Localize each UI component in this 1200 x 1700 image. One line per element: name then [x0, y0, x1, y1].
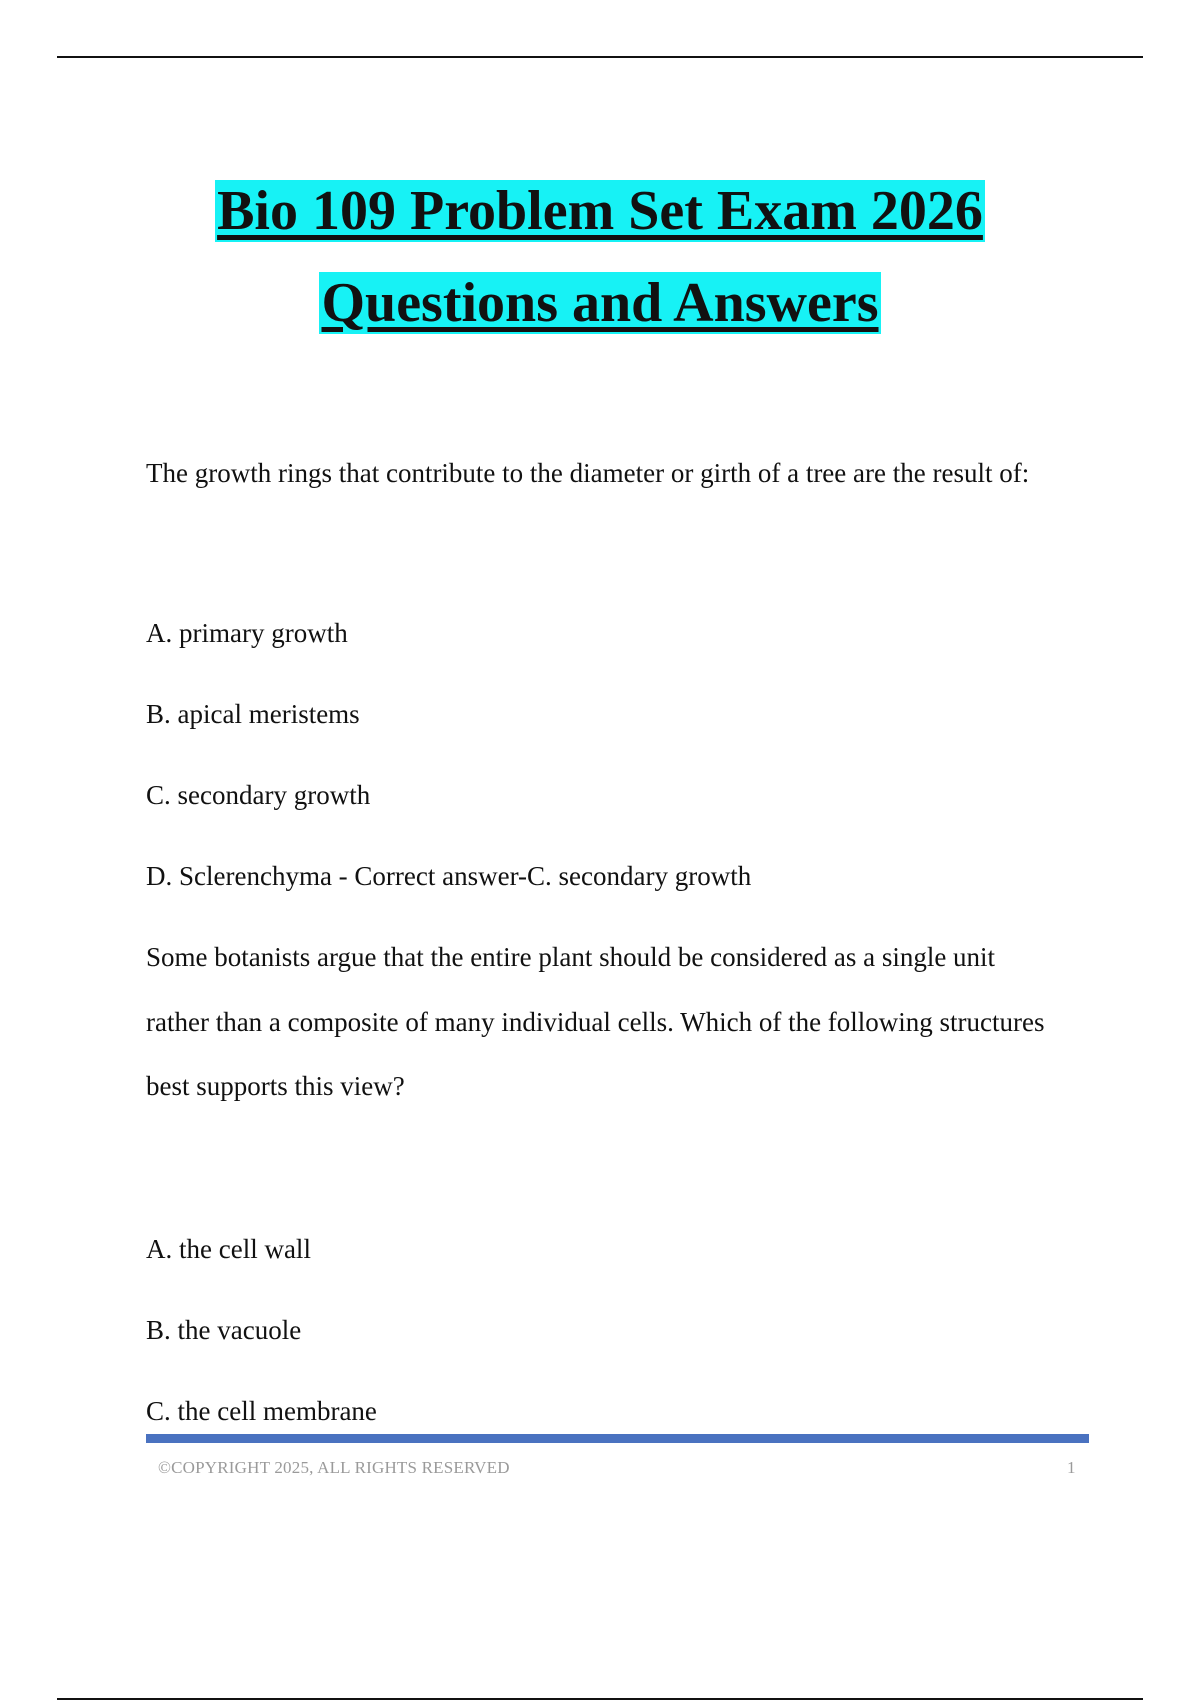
question-1-option-d-with-answer: D. Sclerenchyma - Correct answer-C. secondary growth	[146, 861, 752, 891]
question-2-option-c: C. the cell membrane	[146, 1396, 377, 1426]
footer-page-number: 1	[1067, 1458, 1076, 1477]
title-text-1: Bio 109 Problem Set Exam 2026	[217, 180, 983, 242]
question-1-prompt: The growth rings that contribute to the diameter or girth of a tree are the result of:	[146, 458, 1030, 488]
title-text-2: Questions and Answers	[321, 272, 879, 334]
question-2-prompt-line-3: best supports this view?	[146, 1071, 405, 1101]
question-1-option-b: B. apical meristems	[146, 699, 360, 729]
top-rule	[57, 56, 1143, 58]
footer-copyright: ©COPYRIGHT 2025, ALL RIGHTS RESERVED	[158, 1458, 510, 1477]
footer-bar	[146, 1434, 1089, 1443]
question-1-option-a: A. primary growth	[146, 618, 348, 648]
question-2-prompt-line-2: rather than a composite of many individual cells. Which of the following structures	[146, 1007, 1045, 1037]
question-2-option-b: B. the vacuole	[146, 1315, 302, 1345]
question-2-option-a: A. the cell wall	[146, 1234, 311, 1264]
document-title-line-1	[0, 178, 1200, 244]
document-title-line-2	[0, 270, 1200, 336]
question-2-prompt-line-1: Some botanists argue that the entire plant should be considered as a single unit	[146, 942, 996, 972]
question-1-option-c: C. secondary growth	[146, 780, 371, 810]
